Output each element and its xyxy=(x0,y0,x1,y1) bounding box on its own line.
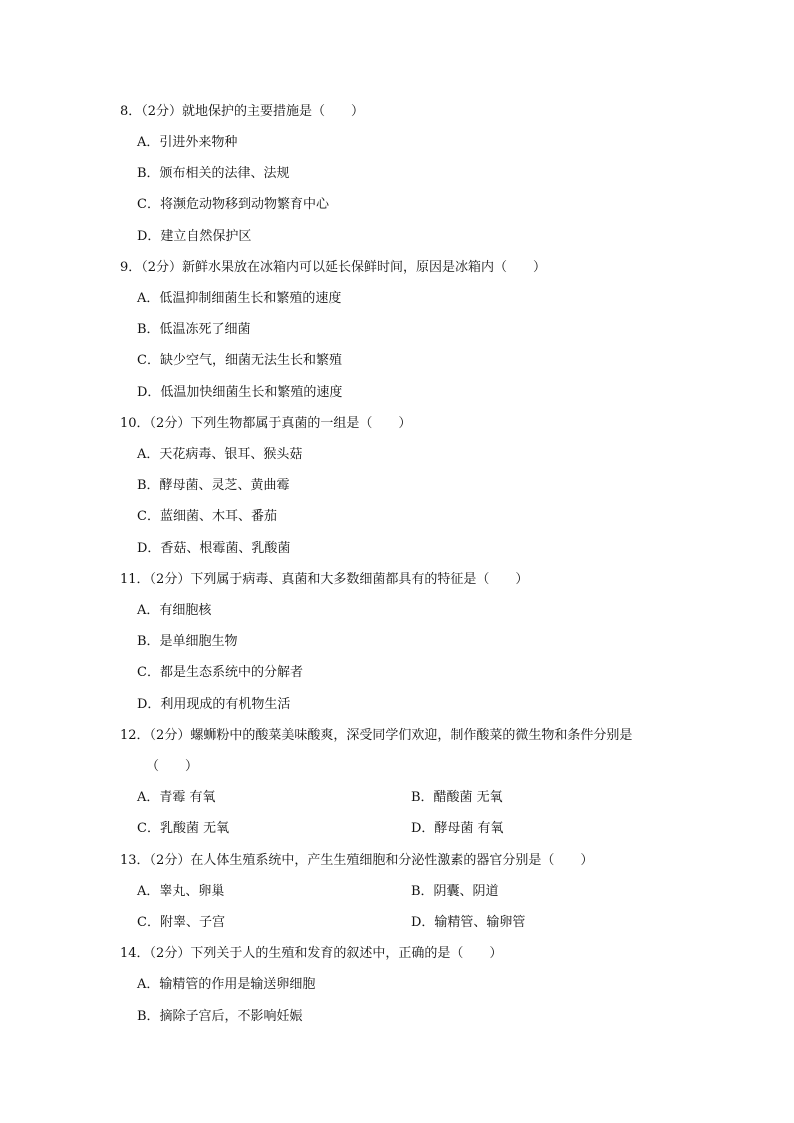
question-11-option-d: D．利用现成的有机物生活 xyxy=(137,697,291,712)
question-13-stem: 13．（2分）在人体生殖系统中，产生生殖细胞和分泌性激素的器官分别是（ ） xyxy=(120,853,594,868)
question-14-stem: 14．（2分）下列关于人的生殖和发育的叙述中，正确的是（ ） xyxy=(120,946,503,961)
question-13-option-c: C．附睾、子宫 xyxy=(137,915,225,930)
question-12-option-c: C．乳酸菌 无氧 xyxy=(137,821,230,836)
question-10-stem: 10．（2分）下列生物都属于真菌的一组是（ ） xyxy=(120,416,412,431)
question-9-option-a: A．低温抑制细菌生长和繁殖的速度 xyxy=(137,291,342,306)
question-12-stem: 12．（2分）螺蛳粉中的酸菜美味酸爽，深受同学们欢迎，制作酸菜的微生物和条件分别是 xyxy=(120,728,633,743)
question-10-option-a: A．天花病毒、银耳、猴头菇 xyxy=(137,447,303,462)
question-12-option-a: A．青霉 有氧 xyxy=(137,790,216,805)
question-11-option-a: A．有细胞核 xyxy=(137,603,212,618)
question-11-option-b: B．是单细胞生物 xyxy=(137,634,238,649)
question-10-option-c: C．蓝细菌、木耳、番茄 xyxy=(137,509,277,524)
question-12-option-d: D．酵母菌 有氧 xyxy=(411,821,504,836)
question-12-option-b: B．醋酸菌 无氧 xyxy=(411,790,503,805)
question-9-option-d: D．低温加快细菌生长和繁殖的速度 xyxy=(137,385,343,400)
question-9-option-b: B．低温冻死了细菌 xyxy=(137,322,251,337)
question-13-option-a: A．睾丸、卵巢 xyxy=(137,884,225,899)
question-14-option-b: B．摘除子宫后，不影响妊娠 xyxy=(137,1009,303,1024)
question-8-option-b: B．颁布相关的法律、法规 xyxy=(137,166,290,181)
question-8-option-a: A．引进外来物种 xyxy=(137,135,238,150)
question-13-option-d: D．输精管、输卵管 xyxy=(411,915,526,930)
question-9-stem: 9．（2分）新鲜水果放在冰箱内可以延长保鲜时间，原因是冰箱内（ ） xyxy=(120,260,547,275)
question-11-option-c: C．都是生态系统中的分解者 xyxy=(137,665,303,680)
question-10-option-b: B．酵母菌、灵芝、黄曲霉 xyxy=(137,478,290,493)
question-8-option-c: C．将濒危动物移到动物繁育中心 xyxy=(137,197,329,212)
question-8-option-d: D．建立自然保护区 xyxy=(137,229,252,244)
question-12-stem-continuation: （ ） xyxy=(146,759,199,774)
question-8-stem: 8．（2分）就地保护的主要措施是（ ） xyxy=(120,104,365,119)
question-14-option-a: A．输精管的作用是输送卵细胞 xyxy=(137,977,316,992)
question-10-option-d: D．香菇、根霉菌、乳酸菌 xyxy=(137,541,291,556)
question-11-stem: 11．（2分）下列属于病毒、真菌和大多数细菌都具有的特征是（ ） xyxy=(120,572,529,587)
question-13-option-b: B．阴囊、阴道 xyxy=(411,884,499,899)
question-9-option-c: C．缺少空气，细菌无法生长和繁殖 xyxy=(137,353,342,368)
